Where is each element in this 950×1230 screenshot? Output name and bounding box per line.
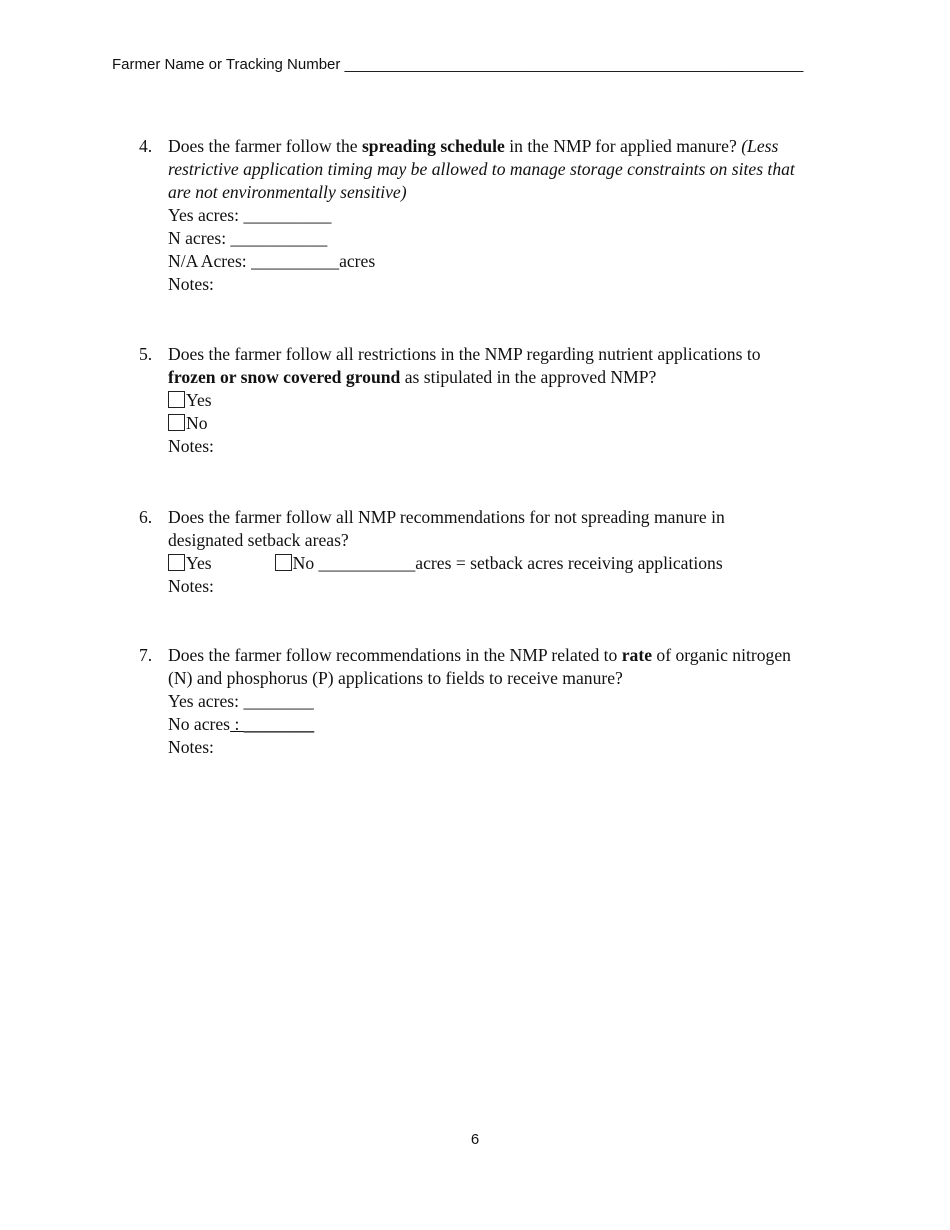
yes-acres-field[interactable]: __________ bbox=[243, 205, 332, 225]
yes-label: Yes bbox=[186, 553, 212, 573]
question-6-text-line-1: Does the farmer follow all NMP recommendations for not spreading manure in bbox=[168, 507, 725, 527]
no-acres-field[interactable]: ________ bbox=[243, 714, 315, 734]
no-label: No bbox=[186, 413, 208, 433]
yes-acres-field[interactable]: ________ bbox=[243, 691, 314, 711]
no-option[interactable] bbox=[275, 553, 315, 573]
question-5-text-line-2 bbox=[168, 366, 839, 389]
question-number: 7. bbox=[139, 645, 153, 665]
yes-option[interactable] bbox=[168, 553, 212, 573]
no-label: No bbox=[292, 553, 315, 573]
page-number: 6 bbox=[470, 1131, 480, 1148]
question-4-text-line-3 bbox=[168, 181, 839, 204]
notes-label: Notes: bbox=[168, 737, 214, 757]
setback-acres-field[interactable]: ___________ bbox=[318, 553, 416, 573]
question-7 bbox=[139, 644, 839, 759]
yes-label: Yes bbox=[186, 390, 212, 410]
question-note: are not environmentally sensitive) bbox=[168, 182, 407, 202]
question-4-text-line-2 bbox=[168, 158, 839, 181]
question-5-text-line-1: Does the farmer follow all restrictions in the NMP regarding nutrient applications to bbox=[168, 344, 761, 364]
question-emphasis: frozen or snow covered ground bbox=[168, 367, 401, 387]
question-text: Does the farmer follow recommendations in the NMP related to bbox=[168, 645, 622, 665]
question-note: restrictive application timing may be allowed to manage storage constraints on sites that bbox=[168, 159, 795, 179]
question-note: (Less bbox=[741, 136, 779, 156]
question-4-text-line-1 bbox=[168, 135, 839, 158]
setback-acres-text: acres = setback acres receiving applications bbox=[415, 553, 723, 573]
farmer-name-field[interactable]: _______________________________________________________ bbox=[344, 56, 804, 73]
question-text: of organic nitrogen bbox=[652, 645, 791, 665]
no-acres-colon: : bbox=[230, 714, 244, 734]
question-emphasis: rate bbox=[621, 645, 653, 665]
farmer-name-label: Farmer Name or Tracking Number bbox=[112, 56, 341, 73]
question-text: in the NMP for applied manure? bbox=[504, 136, 742, 156]
n-acres-field[interactable]: ___________ bbox=[230, 228, 328, 248]
q6-options-row bbox=[168, 552, 839, 575]
question-7-text-line-2: (N) and phosphorus (P) applications to fields to receive manure? bbox=[168, 668, 623, 688]
no-option[interactable] bbox=[168, 412, 839, 435]
n-acres-row bbox=[168, 227, 839, 250]
notes-label: Notes: bbox=[168, 436, 214, 456]
yes-checkbox[interactable] bbox=[168, 391, 185, 408]
yes-acres-label: Yes acres: bbox=[168, 205, 240, 225]
question-7-text-line-1 bbox=[168, 644, 839, 667]
no-acres-row bbox=[168, 713, 839, 736]
yes-checkbox[interactable] bbox=[168, 554, 185, 571]
question-number: 5. bbox=[139, 344, 153, 364]
na-acres-unit: acres bbox=[339, 251, 376, 271]
question-5 bbox=[139, 343, 839, 458]
yes-acres-label: Yes acres: bbox=[168, 691, 240, 711]
no-checkbox[interactable] bbox=[275, 554, 292, 571]
na-acres-label: N/A Acres: bbox=[168, 251, 247, 271]
question-text: Does the farmer follow the bbox=[168, 136, 362, 156]
yes-acres-row bbox=[168, 204, 839, 227]
na-acres-row bbox=[168, 250, 839, 273]
question-number: 6. bbox=[139, 507, 153, 527]
yes-acres-row bbox=[168, 690, 839, 713]
farmer-name-line bbox=[112, 56, 803, 73]
question-text: as stipulated in the approved NMP? bbox=[400, 367, 657, 387]
notes-label: Notes: bbox=[168, 274, 214, 294]
yes-option[interactable] bbox=[168, 389, 839, 412]
question-4 bbox=[139, 135, 839, 296]
question-number: 4. bbox=[139, 136, 153, 156]
question-6-text-line-2: designated setback areas? bbox=[168, 530, 349, 550]
question-6 bbox=[139, 506, 839, 598]
no-acres-label: No acres bbox=[168, 714, 231, 734]
notes-label: Notes: bbox=[168, 576, 214, 596]
no-checkbox[interactable] bbox=[168, 414, 185, 431]
na-acres-field[interactable]: __________ bbox=[251, 251, 340, 271]
n-acres-label: N acres: bbox=[168, 228, 227, 248]
question-emphasis: spreading schedule bbox=[361, 136, 505, 156]
